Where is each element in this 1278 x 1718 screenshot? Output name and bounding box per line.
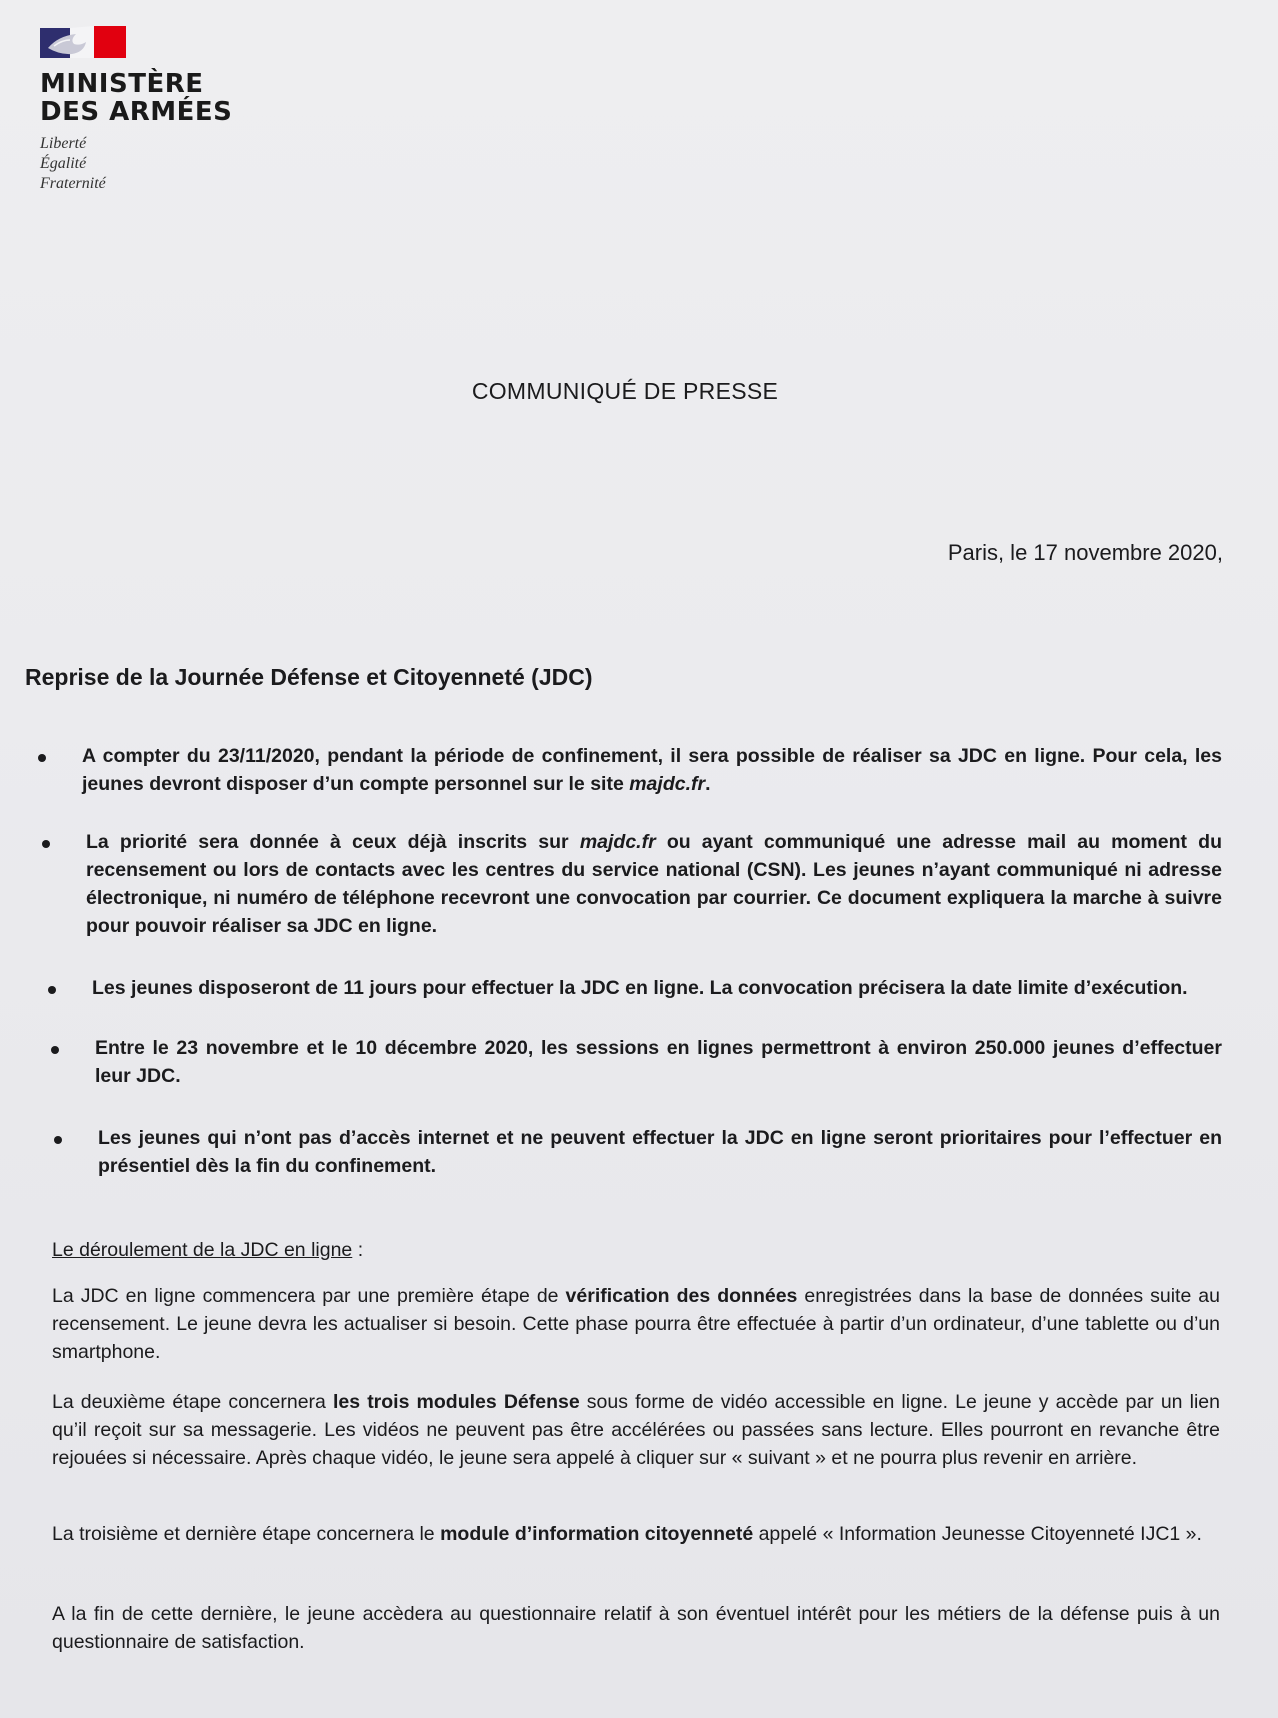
republic-motto <box>40 134 300 194</box>
bullet-dot-icon <box>48 986 56 994</box>
bullet-dot-icon <box>51 1046 59 1054</box>
procedure-section <box>52 1236 1220 1264</box>
ministry-name <box>40 70 300 126</box>
bullet-item: Les jeunes qui n’ont pas d’accès internet et ne peuvent effectuer la JDC en ligne seront prioritaires pour l’effectuer en présentiel dès la fin du confinement. <box>98 1124 1222 1180</box>
bullet-dot-icon <box>38 754 46 762</box>
headline: Reprise de la Journée Défense et Citoyenneté (JDC) <box>25 664 593 690</box>
ministry-name-line2: DES ARMÉES <box>40 97 233 127</box>
section-title-row: Le déroulement de la JDC en ligne : <box>52 1239 364 1261</box>
bullet-item: Entre le 23 novembre et le 10 décembre 2020, les sessions en lignes permettront à environ 250.000 jeunes d’effectuer leur JDC. <box>95 1034 1222 1090</box>
procedure-paragraph: A la fin de cette dernière, le jeune accèdera au questionnaire relatif à son éventuel intérêt pour les métiers de la défense puis à un questionnaire de satisfaction. <box>52 1603 1220 1653</box>
date-line: Paris, le 17 novembre 2020, <box>947 540 1223 565</box>
bullet-item: A compter du 23/11/2020, pendant la période de confinement, il sera possible de réaliser sa JDC en ligne. Pour cela, les jeunes devront disposer d’un compte personnel sur le site majdc.fr. <box>82 742 1222 798</box>
section-title: Le déroulement de la JDC en ligne <box>52 1239 353 1261</box>
marianne-flag-icon <box>40 24 126 62</box>
procedure-paragraph: La troisième et dernière étape concernera le module d’information citoyenneté appelé « Information Jeunesse Citoyenneté IJC1 ». <box>52 1523 1202 1545</box>
motto-liberte: Liberté <box>40 135 87 152</box>
bullet-item: Les jeunes disposeront de 11 jours pour effectuer la JDC en ligne. La convocation précisera la date limite d’exécution. <box>92 974 1222 1002</box>
procedure-paragraph: La deuxième étape concernera les trois modules Défense sous forme de vidéo accessible en ligne. Le jeune y accède par un lien qu’il reçoit sur sa messagerie. Les vidéos ne peuvent pas être accélérées ou passées sans lecture. Elles pourront en revanche être rejouées si nécessaire. Après chaque vidéo, le jeune sera appelé à cliquer sur « suivant » et ne pourra plus revenir en arrière. <box>52 1391 1220 1469</box>
motto-fraternite: Fraternité <box>40 175 106 192</box>
ministry-name-line1: MINISTÈRE <box>40 69 204 99</box>
bullet-dot-icon <box>42 840 50 848</box>
ministry-logo <box>40 24 300 194</box>
document-type: COMMUNIQUÉ DE PRESSE <box>471 378 779 404</box>
bullet-item: La priorité sera donnée à ceux déjà inscrits sur majdc.fr ou ayant communiqué une adresse mail au moment du recensement ou lors de contacts avec les centres du service national (CSN). Les jeunes n’ayant communiqué ni adresse électronique, ni numéro de téléphone recevront une convocation par courrier. Ce document expliquera la marche à suivre pour pouvoir réaliser sa JDC en ligne. <box>86 828 1222 940</box>
procedure-paragraph: La JDC en ligne commencera par une première étape de vérification des données enregistrées dans la base de données suite au recensement. Le jeune devra les actualiser si besoin. Cette phase pourra être effectuée à partir d’un ordinateur, d’une tablette ou d’un smartphone. <box>52 1285 1220 1363</box>
bullet-dot-icon <box>54 1136 62 1144</box>
motto-egalite: Égalité <box>40 155 87 172</box>
